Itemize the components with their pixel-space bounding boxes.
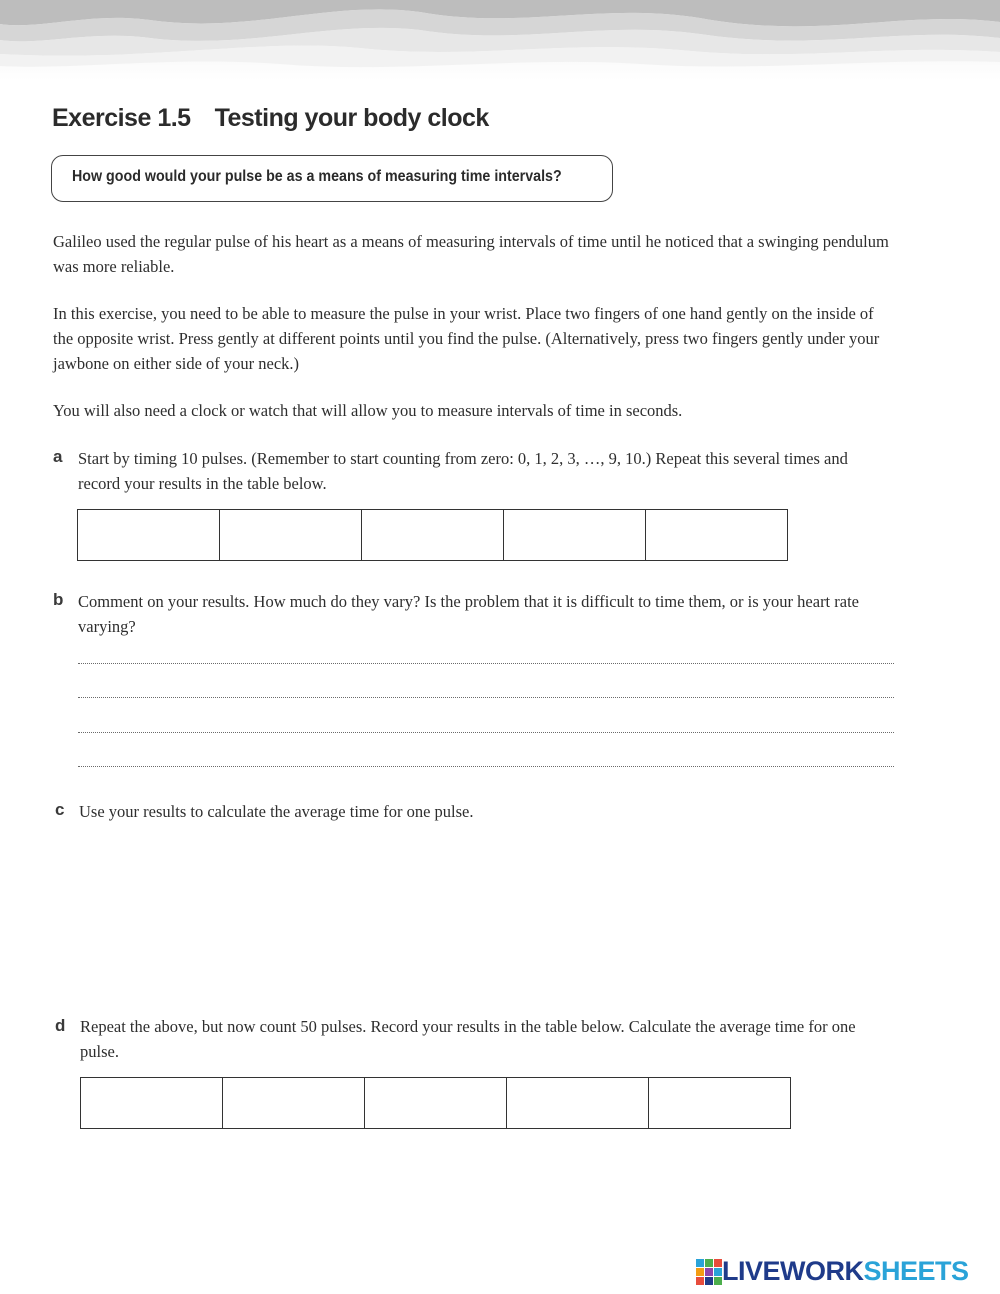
table-a-cell-3[interactable] (362, 510, 504, 561)
intro-paragraph-1: Galileo used the regular pulse of his heart as a means of measuring intervals of time until he noticed that a swinging pendulum was more reliable. (53, 232, 889, 276)
table-d-cell-5[interactable] (649, 1078, 791, 1129)
item-d-letter: d (55, 1016, 66, 1035)
logo-blocks-icon (696, 1259, 722, 1287)
table-d-cell-1[interactable] (81, 1078, 223, 1129)
answer-line-4[interactable] (78, 766, 894, 767)
header-banner (0, 0, 1000, 80)
item-a-text: Start by timing 10 pulses. (Remember to start counting from zero: 0, 1, 2, 3, …, 9, 10.) Repeat this several times and record your results in the table below. (78, 449, 848, 493)
exercise-heading (52, 104, 489, 133)
question-text: How good would your pulse be as a means of measuring time intervals? (72, 168, 562, 185)
answer-line-2[interactable] (78, 697, 894, 698)
table-d-cell-4[interactable] (507, 1078, 649, 1129)
exercise-title: Testing your body clock (214, 104, 489, 132)
table-a-cell-4[interactable] (504, 510, 646, 561)
table-d-cell-2[interactable] (223, 1078, 365, 1129)
item-c-letter: c (55, 800, 65, 819)
item-a-letter: a (53, 447, 63, 466)
intro-paragraph-3: You will also need a clock or watch that will allow you to measure intervals of time in seconds. (53, 401, 683, 420)
question-box (51, 155, 613, 202)
exercise-number: Exercise 1.5 (52, 104, 191, 132)
table-a-cell-2[interactable] (220, 510, 362, 561)
table-a-cell-1[interactable] (78, 510, 220, 561)
item-b-text: Comment on your results. How much do they vary? Is the problem that it is difficult to time them, or is your heart rate varying? (78, 592, 859, 636)
item-b-letter: b (53, 590, 64, 609)
table-a-cell-5[interactable] (646, 510, 788, 561)
item-d-text: Repeat the above, but now count 50 pulses. Record your results in the table below. Calculate the average time for one pulse. (80, 1017, 856, 1061)
logo-text-sheets: SHEETS (863, 1256, 969, 1286)
results-table-10-pulses (77, 509, 788, 561)
item-c-text: Use your results to calculate the average time for one pulse. (79, 802, 474, 821)
results-table-50-pulses (80, 1077, 791, 1129)
intro-paragraph-2: In this exercise, you need to be able to measure the pulse in your wrist. Place two fingers of one hand gently on the inside of the opposite wrist. Press gently at different points until you find the pulse. (Alternatively, press two fingers gently under your jawbone on either side of your neck.) (53, 304, 880, 373)
answer-line-1[interactable] (78, 663, 894, 664)
logo-text-live: LIVEWORK (722, 1256, 864, 1286)
table-d-cell-3[interactable] (365, 1078, 507, 1129)
answer-line-3[interactable] (78, 732, 894, 733)
banner-wave-graphic (0, 0, 1000, 80)
liveworksheets-logo (688, 1252, 1000, 1294)
